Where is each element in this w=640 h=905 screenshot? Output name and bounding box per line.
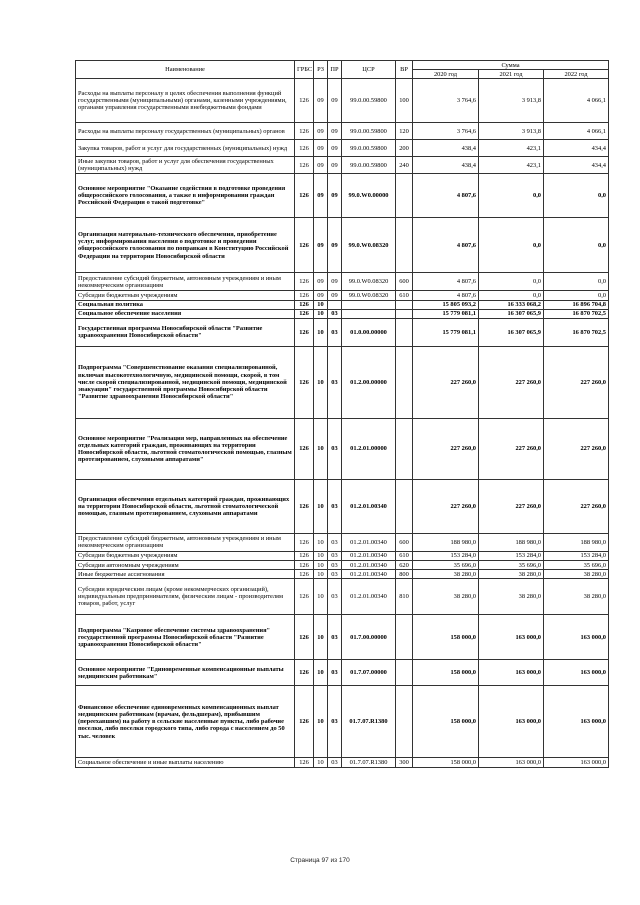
cell-2021: 3 913,8 <box>479 79 544 123</box>
cell-2021: 153 284,0 <box>479 551 544 560</box>
table-row <box>76 309 609 318</box>
cell-name: Субсидии бюджетным учреждениям <box>76 551 295 560</box>
cell-pr: 09 <box>328 291 342 300</box>
col-header-pr: ПР <box>328 61 342 79</box>
cell-csr: 01.2.01.00340 <box>342 570 396 579</box>
cell-pr: 03 <box>328 551 342 560</box>
cell-2022: 434,4 <box>544 157 609 174</box>
col-header-rz: РЗ <box>314 61 328 79</box>
table-row <box>76 300 609 309</box>
cell-name: Социальное обеспечение населения <box>76 309 295 318</box>
cell-2022: 0,0 <box>544 218 609 273</box>
cell-2020: 153 284,0 <box>413 551 479 560</box>
cell-pr: 03 <box>328 318 342 346</box>
table-row <box>76 551 609 560</box>
cell-csr: 99.0.W0.08320 <box>342 218 396 273</box>
cell-name: Расходы на выплаты персоналу государственных (муниципальных) органов <box>76 123 295 140</box>
cell-vr: 100 <box>396 79 413 123</box>
cell-2020: 15 805 093,2 <box>413 300 479 309</box>
cell-csr: 01.0.00.00000 <box>342 318 396 346</box>
cell-2021: 0,0 <box>479 174 544 218</box>
cell-grbs: 126 <box>295 479 314 533</box>
cell-rz: 10 <box>314 686 328 758</box>
cell-pr: 03 <box>328 479 342 533</box>
cell-vr: 300 <box>396 758 413 767</box>
cell-rz: 10 <box>314 758 328 767</box>
cell-name: Иные бюджетные ассигнования <box>76 570 295 579</box>
cell-pr: 09 <box>328 79 342 123</box>
cell-grbs: 126 <box>295 273 314 291</box>
table-row <box>76 79 609 123</box>
cell-rz: 10 <box>314 346 328 418</box>
cell-vr: 800 <box>396 570 413 579</box>
cell-2022: 188 980,0 <box>544 533 609 551</box>
cell-rz: 10 <box>314 309 328 318</box>
col-header-year-2020: 2020 год <box>413 70 479 79</box>
cell-2020: 35 696,0 <box>413 561 479 570</box>
cell-2022: 35 696,0 <box>544 561 609 570</box>
cell-grbs: 126 <box>295 533 314 551</box>
cell-csr: 99.0.W0.08320 <box>342 291 396 300</box>
cell-pr: 09 <box>328 157 342 174</box>
cell-2021: 38 280,0 <box>479 579 544 615</box>
cell-2021: 38 280,0 <box>479 570 544 579</box>
cell-grbs: 126 <box>295 79 314 123</box>
table-row <box>76 660 609 686</box>
cell-vr: 200 <box>396 140 413 157</box>
cell-rz: 10 <box>314 533 328 551</box>
cell-2021: 16 307 065,9 <box>479 309 544 318</box>
cell-rz: 10 <box>314 561 328 570</box>
cell-vr: 810 <box>396 579 413 615</box>
cell-grbs: 126 <box>295 174 314 218</box>
table-row <box>76 418 609 479</box>
cell-2020: 15 779 081,1 <box>413 318 479 346</box>
cell-grbs: 126 <box>295 318 314 346</box>
cell-csr <box>342 309 396 318</box>
cell-vr: 600 <box>396 533 413 551</box>
cell-vr <box>396 686 413 758</box>
table-row <box>76 273 609 291</box>
cell-2022: 227 260,0 <box>544 479 609 533</box>
cell-vr: 120 <box>396 123 413 140</box>
budget-table <box>75 60 609 768</box>
cell-2020: 3 764,6 <box>413 79 479 123</box>
table-row <box>76 561 609 570</box>
cell-pr: 03 <box>328 533 342 551</box>
cell-csr: 01.7.00.00000 <box>342 615 396 660</box>
cell-2022: 38 280,0 <box>544 579 609 615</box>
cell-csr: 01.7.07.R1380 <box>342 686 396 758</box>
cell-csr: 99.0.W0.00000 <box>342 174 396 218</box>
cell-vr <box>396 174 413 218</box>
cell-2021: 227 260,0 <box>479 346 544 418</box>
page-footer: Страница 97 из 170 <box>290 857 350 864</box>
cell-2020: 3 764,6 <box>413 123 479 140</box>
table-row <box>76 140 609 157</box>
cell-grbs: 126 <box>295 561 314 570</box>
cell-pr <box>328 300 342 309</box>
cell-2020: 38 280,0 <box>413 570 479 579</box>
cell-grbs: 126 <box>295 291 314 300</box>
cell-name: Иные закупки товаров, работ и услуг для обеспечения государственных (муниципальных) нужд <box>76 157 295 174</box>
cell-name: Субсидии автономным учреждениям <box>76 561 295 570</box>
cell-rz: 09 <box>314 291 328 300</box>
table-body <box>76 79 609 767</box>
cell-vr: 600 <box>396 273 413 291</box>
cell-grbs: 126 <box>295 300 314 309</box>
cell-csr: 01.2.01.00000 <box>342 418 396 479</box>
table-row <box>76 479 609 533</box>
cell-vr <box>396 218 413 273</box>
table-row <box>76 318 609 346</box>
cell-rz: 10 <box>314 418 328 479</box>
col-header-name: Наименование <box>76 61 295 79</box>
table-row <box>76 533 609 551</box>
cell-2021: 16 307 065,9 <box>479 318 544 346</box>
table-row <box>76 218 609 273</box>
cell-rz: 09 <box>314 123 328 140</box>
cell-2020: 38 280,0 <box>413 579 479 615</box>
cell-2022: 227 260,0 <box>544 418 609 479</box>
cell-rz: 09 <box>314 273 328 291</box>
cell-rz: 09 <box>314 140 328 157</box>
cell-2020: 158 000,0 <box>413 758 479 767</box>
cell-pr: 03 <box>328 346 342 418</box>
cell-2020: 4 807,6 <box>413 291 479 300</box>
table-row <box>76 686 609 758</box>
cell-grbs: 126 <box>295 140 314 157</box>
cell-pr: 09 <box>328 123 342 140</box>
col-header-vr: ВР <box>396 61 413 79</box>
col-header-sum: Сумма <box>413 61 609 70</box>
cell-grbs: 126 <box>295 660 314 686</box>
cell-grbs: 126 <box>295 123 314 140</box>
cell-name: Подпрограмма "Казровое обеспечение системы здравоохранения" государственной программы Новосибирской области "Развитие здравоохранения Новосибирской области" <box>76 615 295 660</box>
cell-name: Государственная программа Новосибирской области "Развитие здравоохранения Новосибирской области" <box>76 318 295 346</box>
cell-csr: 99.0.00.59800 <box>342 140 396 157</box>
col-header-year-2022: 2022 год <box>544 70 609 79</box>
cell-2020: 158 000,0 <box>413 660 479 686</box>
cell-2021: 423,1 <box>479 140 544 157</box>
table-row <box>76 570 609 579</box>
cell-2021: 423,1 <box>479 157 544 174</box>
cell-2022: 4 066,1 <box>544 123 609 140</box>
cell-pr: 09 <box>328 218 342 273</box>
cell-name: Финансовое обеспечение единовременных компенсационных выплат медицинским работникам (врачам, фельдшерам), прибывшим (переехавшим) на работу в сельские населенные пункты, либо рабочие поселки, либо поселки городского типа, либо города с населением до 50 тыс. человек <box>76 686 295 758</box>
cell-2021: 163 000,0 <box>479 758 544 767</box>
cell-rz: 09 <box>314 157 328 174</box>
cell-grbs: 126 <box>295 570 314 579</box>
cell-2021: 227 260,0 <box>479 479 544 533</box>
cell-2020: 188 980,0 <box>413 533 479 551</box>
cell-2021: 0,0 <box>479 291 544 300</box>
cell-2022: 163 000,0 <box>544 686 609 758</box>
cell-2021: 163 000,0 <box>479 686 544 758</box>
cell-pr: 03 <box>328 418 342 479</box>
cell-name: Предоставление субсидий бюджетным, автономным учреждениям и иным некоммерческим организациям <box>76 273 295 291</box>
cell-vr: 610 <box>396 551 413 560</box>
cell-2020: 227 260,0 <box>413 418 479 479</box>
cell-pr: 09 <box>328 273 342 291</box>
cell-grbs: 126 <box>295 309 314 318</box>
cell-vr: 610 <box>396 291 413 300</box>
cell-2021: 16 333 068,2 <box>479 300 544 309</box>
cell-2021: 227 260,0 <box>479 418 544 479</box>
cell-rz: 10 <box>314 479 328 533</box>
cell-2020: 438,4 <box>413 157 479 174</box>
col-header-year-2021: 2021 год <box>479 70 544 79</box>
cell-grbs: 126 <box>295 686 314 758</box>
cell-rz: 10 <box>314 318 328 346</box>
cell-rz: 10 <box>314 300 328 309</box>
cell-vr <box>396 479 413 533</box>
cell-csr: 01.2.00.00000 <box>342 346 396 418</box>
cell-pr: 03 <box>328 660 342 686</box>
cell-2020: 158 000,0 <box>413 686 479 758</box>
cell-2020: 15 779 081,1 <box>413 309 479 318</box>
cell-2021: 163 000,0 <box>479 660 544 686</box>
cell-grbs: 126 <box>295 758 314 767</box>
cell-2020: 4 807,6 <box>413 174 479 218</box>
table-row <box>76 291 609 300</box>
cell-name: Организация материально-технического обеспечения, приобретение услуг, информирования населения о подготовке и проведении общероссийского голосования по поправкам в Конституцию Российской Федерации на территории Новосибирской области <box>76 218 295 273</box>
cell-rz: 09 <box>314 79 328 123</box>
cell-pr: 09 <box>328 140 342 157</box>
cell-grbs: 126 <box>295 218 314 273</box>
cell-grbs: 126 <box>295 615 314 660</box>
cell-2020: 158 000,0 <box>413 615 479 660</box>
table-row <box>76 174 609 218</box>
cell-name: Закупка товаров, работ и услуг для государственных (муниципальных) нужд <box>76 140 295 157</box>
cell-name: Основное мероприятие "Оказание содействия в подготовке проведения общероссийского голосования, а также в информировании граждан Российской Федерации о такой подготовке" <box>76 174 295 218</box>
cell-2022: 16 870 702,5 <box>544 318 609 346</box>
cell-2021: 35 696,0 <box>479 561 544 570</box>
cell-name: Предоставление субсидий бюджетным, автономным учреждениям и иным некоммерческим организациям <box>76 533 295 551</box>
cell-name: Организация обеспечения отдельных категорий граждан, проживающих на территории Новосибирской области, льготной стоматологической помощью, глазным протезированием, слуховыми аппаратами <box>76 479 295 533</box>
cell-2020: 227 260,0 <box>413 479 479 533</box>
cell-vr <box>396 660 413 686</box>
cell-csr: 99.0.00.59800 <box>342 79 396 123</box>
cell-2020: 438,4 <box>413 140 479 157</box>
cell-vr <box>396 300 413 309</box>
cell-2020: 4 807,6 <box>413 218 479 273</box>
cell-pr: 03 <box>328 686 342 758</box>
cell-2022: 0,0 <box>544 273 609 291</box>
cell-name: Субсидии бюджетным учреждениям <box>76 291 295 300</box>
cell-csr: 01.2.01.00340 <box>342 579 396 615</box>
cell-2020: 227 260,0 <box>413 346 479 418</box>
cell-rz: 10 <box>314 551 328 560</box>
cell-grbs: 126 <box>295 157 314 174</box>
cell-pr: 03 <box>328 309 342 318</box>
cell-csr <box>342 300 396 309</box>
table-row <box>76 615 609 660</box>
cell-name: Субсидии юридическим лицам (кроме некоммерческих организаций), индивидуальным предпринимателям, физическим лицам - производителям товаров, работ, услуг <box>76 579 295 615</box>
cell-csr: 01.2.01.00340 <box>342 479 396 533</box>
cell-name: Социальная политика <box>76 300 295 309</box>
cell-2022: 16 896 704,8 <box>544 300 609 309</box>
cell-pr: 03 <box>328 561 342 570</box>
cell-csr: 01.7.07.R1380 <box>342 758 396 767</box>
table-row <box>76 346 609 418</box>
cell-2022: 153 284,0 <box>544 551 609 560</box>
cell-pr: 09 <box>328 174 342 218</box>
cell-csr: 01.2.01.00340 <box>342 561 396 570</box>
table-row <box>76 579 609 615</box>
table-row <box>76 157 609 174</box>
cell-2021: 163 000,0 <box>479 615 544 660</box>
cell-2022: 163 000,0 <box>544 660 609 686</box>
cell-pr: 03 <box>328 570 342 579</box>
cell-csr: 99.0.00.59800 <box>342 123 396 140</box>
cell-csr: 01.7.07.00000 <box>342 660 396 686</box>
cell-2022: 4 066,1 <box>544 79 609 123</box>
cell-csr: 99.0.00.59800 <box>342 157 396 174</box>
cell-rz: 09 <box>314 218 328 273</box>
cell-2021: 188 980,0 <box>479 533 544 551</box>
cell-pr: 03 <box>328 615 342 660</box>
cell-rz: 10 <box>314 615 328 660</box>
cell-2021: 3 913,8 <box>479 123 544 140</box>
cell-vr: 240 <box>396 157 413 174</box>
cell-rz: 10 <box>314 570 328 579</box>
cell-rz: 10 <box>314 579 328 615</box>
col-header-grbs: ГРБС <box>295 61 314 79</box>
cell-csr: 99.0.W0.08320 <box>342 273 396 291</box>
table-row <box>76 758 609 767</box>
cell-grbs: 126 <box>295 551 314 560</box>
cell-grbs: 126 <box>295 579 314 615</box>
cell-2022: 434,4 <box>544 140 609 157</box>
cell-name: Основное мероприятие "Реализация мер, направленных на обеспечение отдельных категорий граждан, проживающих на территории Новосибирской области, льготной стоматологической помощью, глазным протезированием, слуховыми аппаратами" <box>76 418 295 479</box>
cell-rz: 09 <box>314 174 328 218</box>
cell-2022: 0,0 <box>544 174 609 218</box>
cell-2022: 163 000,0 <box>544 758 609 767</box>
cell-vr <box>396 615 413 660</box>
cell-vr <box>396 418 413 479</box>
cell-name: Социальное обеспечение и иные выплаты населению <box>76 758 295 767</box>
cell-grbs: 126 <box>295 346 314 418</box>
cell-csr: 01.2.01.00340 <box>342 533 396 551</box>
col-header-csr: ЦСР <box>342 61 396 79</box>
cell-vr <box>396 346 413 418</box>
table-header <box>76 61 609 79</box>
cell-pr: 03 <box>328 758 342 767</box>
cell-2022: 163 000,0 <box>544 615 609 660</box>
cell-2021: 0,0 <box>479 218 544 273</box>
table-row <box>76 123 609 140</box>
cell-name: Расходы на выплаты персоналу в целях обеспечения выполнения функций государственными (муниципальными) органами, казенными учреждениями, органами управления государственными внебюджетными фондами <box>76 79 295 123</box>
cell-grbs: 126 <box>295 418 314 479</box>
cell-2021: 0,0 <box>479 273 544 291</box>
cell-rz: 10 <box>314 660 328 686</box>
cell-name: Подпрограмма "Совершенствование оказания специализированной, включая высокотехнологичную, медицинской помощи, скорой, в том числе скорой специализированной, медицинской помощи, медицинской эвакуации" государственной программы Новосибирской области "Развитие здравоохранения Новосибирской области" <box>76 346 295 418</box>
cell-2020: 4 807,6 <box>413 273 479 291</box>
cell-2022: 16 870 702,5 <box>544 309 609 318</box>
cell-2022: 227 260,0 <box>544 346 609 418</box>
cell-vr <box>396 318 413 346</box>
cell-vr: 620 <box>396 561 413 570</box>
cell-name: Основное мероприятие "Единовременные компенсационные выплаты медицинским работникам" <box>76 660 295 686</box>
cell-2022: 38 280,0 <box>544 570 609 579</box>
cell-2022: 0,0 <box>544 291 609 300</box>
cell-pr: 03 <box>328 579 342 615</box>
cell-vr <box>396 309 413 318</box>
cell-csr: 01.2.01.00340 <box>342 551 396 560</box>
